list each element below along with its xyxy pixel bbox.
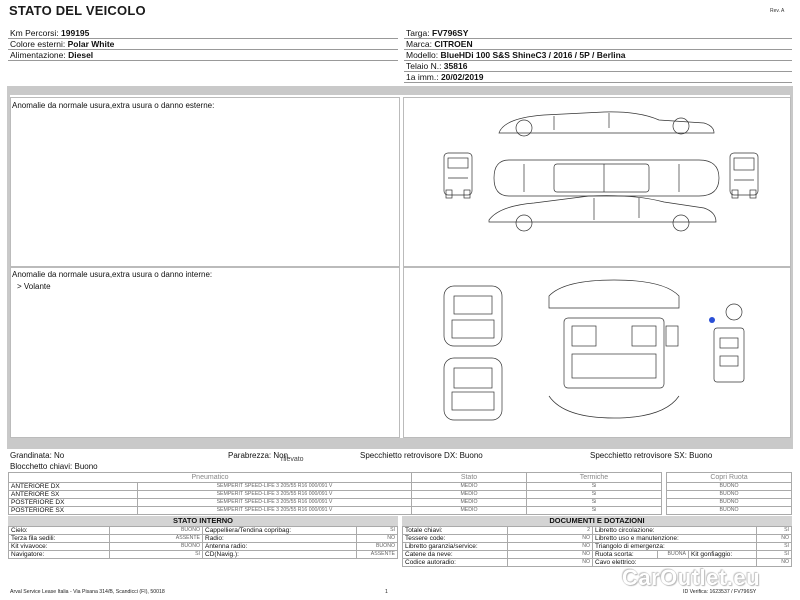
documenti-table [402,526,792,567]
car-rear-view [730,153,758,198]
car-exterior-diagram [404,98,790,266]
car-side-top [499,112,714,136]
modello-row: Modello: BlueHDi 100 S&S ShineC3 / 2016 / 5P / Berlina [406,50,626,60]
exterior-diagram-panel [403,97,791,267]
car-top-view [494,160,719,196]
car-interior-diagram [404,268,790,437]
table-row: POSTERIORE SX SEMPERIT SPEED-LIFE 3 205/55 R16 000/091 V MEDIO Si [9,507,662,515]
marca-row: Marca: CITROEN [406,39,473,49]
table-row: Codice autoradio: NO Cavo elettrico: NO [403,559,792,567]
parabrezza-text: Parabrezza: Non [228,451,289,460]
tyres-header-row [9,473,662,483]
table-row: ANTERIORE SX SEMPERIT SPEED-LIFE 3 205/55 R16 000/091 V MEDIO Si [9,491,662,499]
stato-interno-table [8,526,398,559]
table-row: POSTERIORE DX SEMPERIT SPEED-LIFE 3 205/55 R16 000/091 V MEDIO Si [9,499,662,507]
tyres-header-stato: Stato [412,473,527,483]
table-row: Tessere code: NO Libretto uso e manutenzione: NO [403,535,792,543]
colore-row: Colore esterni: Polar White [10,39,115,49]
interior-damage-item: > Volante [17,282,51,291]
table-row: Navigatore: SI CD(Navig.): ASSENTE [9,551,398,559]
vehicle-info-left [10,28,114,61]
table-row: Catene da neve: NO Ruota scorta: BUONA Kit gonfiaggio: SI [403,551,792,559]
vehicle-info-right [406,28,626,83]
telaio-row: Telaio N.: 35816 [406,61,468,71]
immatricolazione-row: 1a imm.: 20/02/2019 [406,72,484,82]
targa-row: Targa: FV796SY [406,28,469,38]
interior-bottom-left [444,358,502,420]
specchietto-sx-text: Specchietto retrovisore SX: Buono [590,451,713,460]
table-row: Cielo: BUONO Cappelliera/Tendina copribag: SI [9,527,398,535]
specchietto-dx-text: Specchietto retrovisore DX: Buono [360,451,483,460]
stato-interno-title: STATO INTERNO [8,516,398,526]
steering-wheel-detail [709,304,744,382]
interior-center [549,280,679,418]
alimentazione-row: Alimentazione: Diesel [10,50,94,60]
parabrezza-sub-text: rilevato [281,456,304,463]
page-title: STATO DEL VEICOLO [9,3,146,18]
documenti-title: DOCUMENTI E DOTAZIONI [402,516,792,526]
table-row: ANTERIORE DX SEMPERIT SPEED-LIFE 3 205/55 R16 000/091 V MEDIO Si [9,483,662,491]
car-front-view [444,153,472,198]
exterior-damage-panel [10,97,400,267]
interior-diagram-panel [403,267,791,438]
footer-company: Arval Service Lease Italia - Via Pisana 314/B, Scandicci (FI), 50018 [10,589,165,595]
footer-page-number: 1 [385,589,388,595]
interior-top-left [444,286,502,346]
table-row: Libretto garanzia/service: NO Triangolo di emergenza: SI [403,543,792,551]
interior-damage-label: Anomalie da normale usura,extra usura o danno interne: [12,270,213,279]
table-row: Terza fila sedili: ASSENTE Radio: NO [9,535,398,543]
revision-label: Rev. A [770,8,785,14]
tyres-header-pneumatico: Pneumatico [9,473,412,483]
grandinata-text: Grandinata: No [10,451,65,460]
km-row: Km Percorsi: 199195 [10,28,90,38]
tyres-table [8,472,662,515]
watermark-logo: CarOutlet.eu [622,565,761,590]
exterior-damage-label: Anomalie da normale usura,extra usura o danno esterne: [12,101,215,110]
tyres-header-copri-ruota: Copri Ruota [667,473,792,483]
table-row: Totale chiavi: 2 Libretto circolazione: SI [403,527,792,535]
copri-ruota-table: Copri Ruota BUONO BUONO BUONO BUONO [666,472,792,515]
car-side-bottom [489,196,716,231]
footer-id: ID Verifica: 1623537 / FV796SY [683,589,757,595]
tyres-header-termiche: Termiche [527,473,662,483]
blocchetto-text: Blocchetto chiavi: Buono [10,462,98,471]
table-row: Kit vivavoce: BUONO Antenna radio: BUONO [9,543,398,551]
interior-damage-panel [10,267,400,438]
